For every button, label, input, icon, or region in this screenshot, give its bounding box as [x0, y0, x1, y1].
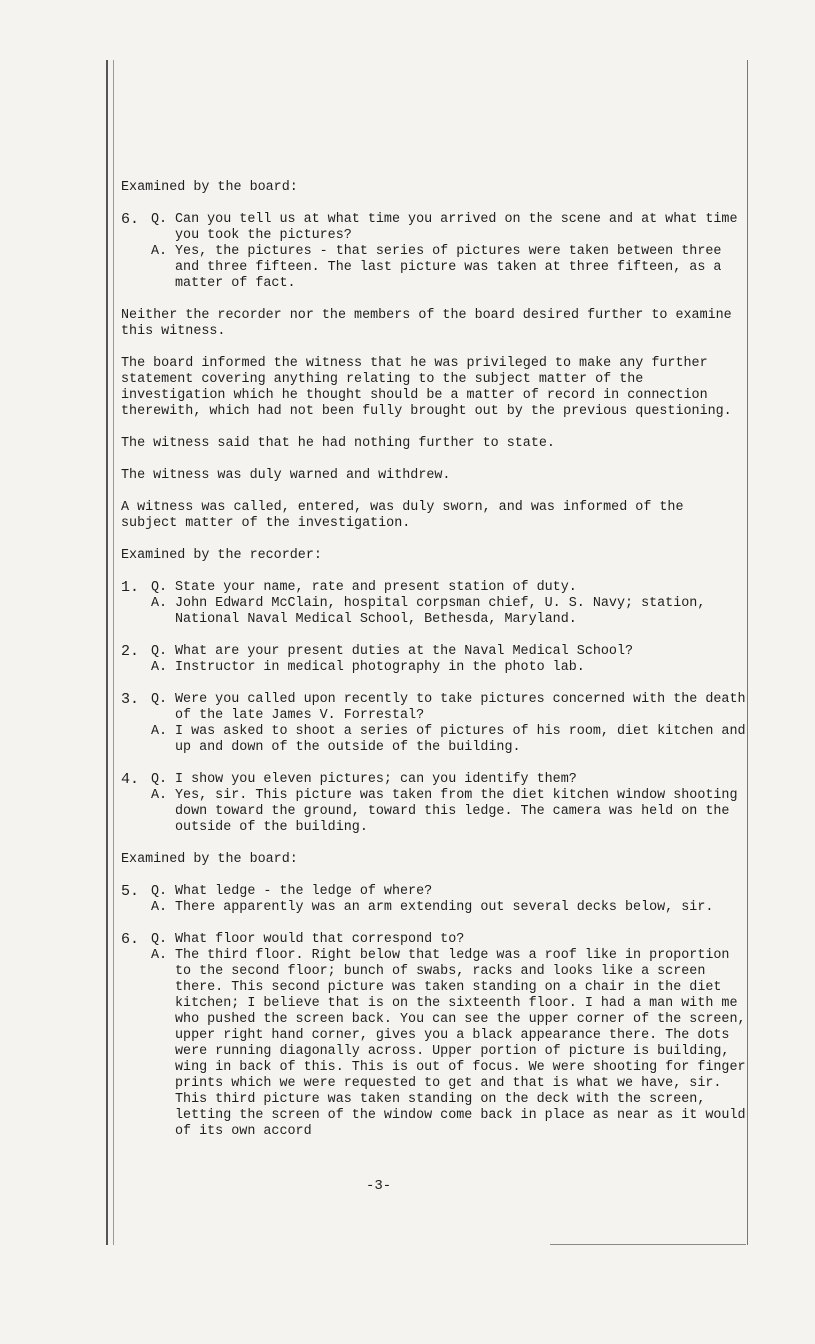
- qa-item: [121, 884, 746, 916]
- paragraph: A witness was called, entered, was duly sworn, and was informed of the subject matter of the investigation.: [121, 500, 692, 531]
- answer-label: A.: [151, 900, 168, 915]
- qa-item: [121, 580, 746, 628]
- qa-number: 5.: [121, 883, 140, 900]
- transcript-body: [121, 180, 746, 1156]
- qa-number: 6.: [121, 931, 140, 948]
- answer-text: I was asked to shoot a series of pictures of his room, diet kitchen and up and down of the outside of the building.: [175, 724, 746, 755]
- answer-label: A.: [151, 724, 168, 739]
- right-margin-rule: [747, 60, 748, 1245]
- answer-label: A.: [151, 948, 168, 963]
- left-margin-rule-inner: [113, 60, 114, 1245]
- qa-number: 6.: [121, 211, 140, 228]
- question-label: Q.: [151, 932, 168, 947]
- qa-item: [121, 212, 746, 292]
- question-text: Can you tell us at what time you arrived on the scene and at what time you took the pictures?: [175, 212, 738, 243]
- paragraph: The board informed the witness that he was privileged to make any further statement covering anything relating to the subject matter of the investigation which he thought should be a matter of record in connection therewith, which had not been fully brought out by the previous questioning.: [121, 356, 732, 419]
- section-heading: Examined by the recorder:: [121, 548, 322, 563]
- answer-text: Yes, sir. This picture was taken from the diet kitchen window shooting down toward the ground, toward this ledge. The camera was held on the outside of the building.: [175, 788, 738, 835]
- question-text: What floor would that correspond to?: [175, 932, 465, 947]
- qa-item: [121, 692, 746, 756]
- question-label: Q.: [151, 212, 168, 227]
- bottom-rule: [550, 1244, 746, 1245]
- qa-number: 3.: [121, 691, 140, 708]
- answer-text: Instructor in medical photography in the photo lab.: [175, 660, 585, 675]
- qa-item: [121, 644, 746, 676]
- page-number: -3-: [366, 1178, 392, 1194]
- question-label: Q.: [151, 580, 168, 595]
- question-text: I show you eleven pictures; can you identify them?: [175, 772, 577, 787]
- question-text: What are your present duties at the Naval Medical School?: [175, 644, 634, 659]
- answer-text: The third floor. Right below that ledge was a roof like in proportion to the second floor; bunch of swabs, racks and looks like a screen there. This second picture was taken standing on a chair in the diet kitchen; I believe that is on the sixteenth floor. I had a man with me who pushed the screen back. You can see the upper corner of the screen, upper right hand corner, gives you a black appearance there. The dots were running diagonally across. Upper portion of picture is building, wing in back of this. This is out of focus. We were shooting for finger prints which we were requested to get and that is what we have, sir. This third picture was taken standing on the deck with the screen, letting the screen of the window come back in place as near as it would of its own accord: [175, 948, 746, 1139]
- paragraph: The witness was duly warned and withdrew.: [121, 468, 451, 483]
- qa-number: 1.: [121, 579, 140, 596]
- qa-number: 2.: [121, 643, 140, 660]
- question-text: Were you called upon recently to take pictures concerned with the death of the late James V. Forrestal?: [175, 692, 746, 723]
- answer-label: A.: [151, 244, 168, 259]
- question-label: Q.: [151, 884, 168, 899]
- qa-number: 4.: [121, 771, 140, 788]
- question-text: State your name, rate and present station of duty.: [175, 580, 577, 595]
- answer-text: There apparently was an arm extending out several decks below, sir.: [175, 900, 714, 915]
- question-text: What ledge - the ledge of where?: [175, 884, 433, 899]
- answer-label: A.: [151, 788, 168, 803]
- answer-label: A.: [151, 596, 168, 611]
- paragraph: Neither the recorder nor the members of the board desired further to examine this witness.: [121, 308, 740, 339]
- answer-text: Yes, the pictures - that series of pictures were taken between three and three fifteen. The last picture was taken at three fifteen, as a matter of fact.: [175, 244, 722, 291]
- section-heading: Examined by the board:: [121, 180, 298, 195]
- paragraph: The witness said that he had nothing further to state.: [121, 436, 555, 451]
- question-label: Q.: [151, 644, 168, 659]
- answer-text: John Edward McClain, hospital corpsman chief, U. S. Navy; station, National Naval Medical School, Bethesda, Maryland.: [175, 596, 706, 627]
- left-margin-rule: [106, 60, 108, 1245]
- section-heading: Examined by the board:: [121, 852, 298, 867]
- question-label: Q.: [151, 772, 168, 787]
- qa-item: [121, 772, 746, 836]
- answer-label: A.: [151, 660, 168, 675]
- question-label: Q.: [151, 692, 168, 707]
- qa-item: [121, 932, 746, 1140]
